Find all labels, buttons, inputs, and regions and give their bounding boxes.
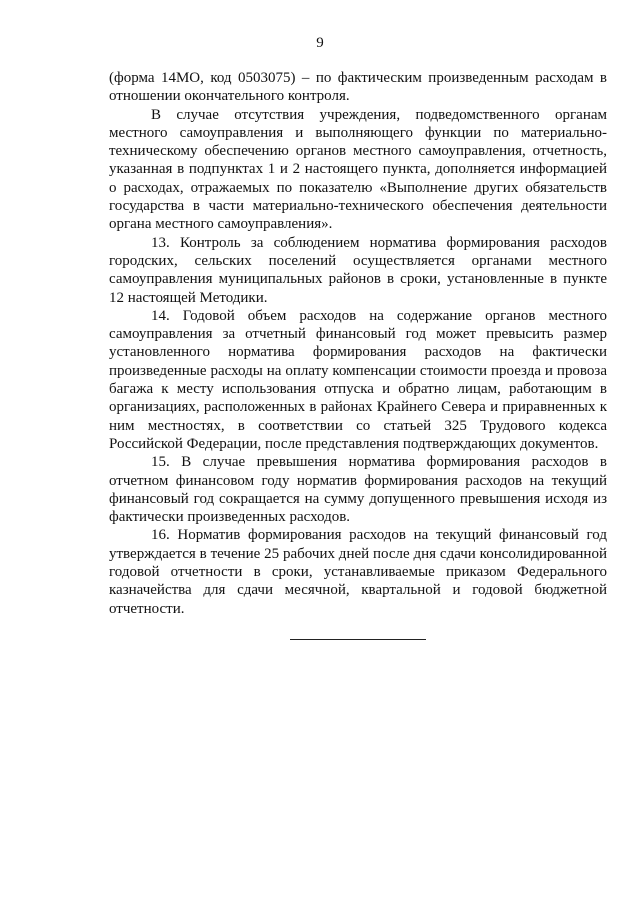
paragraph-continuation: (форма 14МО, код 0503075) – по фактическим произведенным расходам в отношении окончательного контроля. (109, 70, 607, 105)
paragraph-item-16: 16. Норматив формирования расходов на текущий финансовый год утверждается в течение 25 рабочих дней после дня сдачи консолидированной годовой отчетности в сроки, устанавливаемые приказом Федерального казначейства для сдачи месячной, квартальной и годовой бюджетной отчетности. (109, 527, 607, 617)
page-number: 9 (316, 35, 324, 51)
paragraph-item-15: 15. В случае превышения норматива формирования расходов в отчетном финансовом году норматив формирования расходов на текущий финансовый год сокращается на сумму допущенного превышения исходя из фактически произведенных расходов. (109, 454, 607, 526)
paragraph-item-14: 14. Годовой объем расходов на содержание органов местного самоуправления за отчетный финансовый год может превысить размер установленного норматива формирования расходов на фактически произведенные расходы на оплату компенсации стоимости проезда и провоза багажа к месту использования отпуска и обратно лицам, работающим в организациях, расположенных в районах Крайнего Севера и приравненных к ним местностях, в соответствии со статьей 325 Трудового кодекса Российской Федерации, после представления подтверждающих документов. (109, 307, 607, 452)
document-body (109, 69, 607, 618)
paragraph-item-13: 13. Контроль за соблюдением норматива формирования расходов городских, сельских поселений осуществляется органами местного самоуправления муниципальных районов в сроки, установленные в пункте 12 настоящей Методики. (109, 234, 607, 306)
paragraph-absence-of-institution: В случае отсутствия учреждения, подведомственного органам местного самоуправления и выполняющего функции по материально-техническому обеспечению органов местного самоуправления, отчетность, указанная в подпунктах 1 и 2 настоящего пункта, дополняется информацией о расходах, отражаемых по показателю «Выполнение других обязательств государства в части материально-технического обеспечения деятельности органа местного самоуправления». (109, 106, 607, 233)
document-end-rule (290, 639, 426, 640)
